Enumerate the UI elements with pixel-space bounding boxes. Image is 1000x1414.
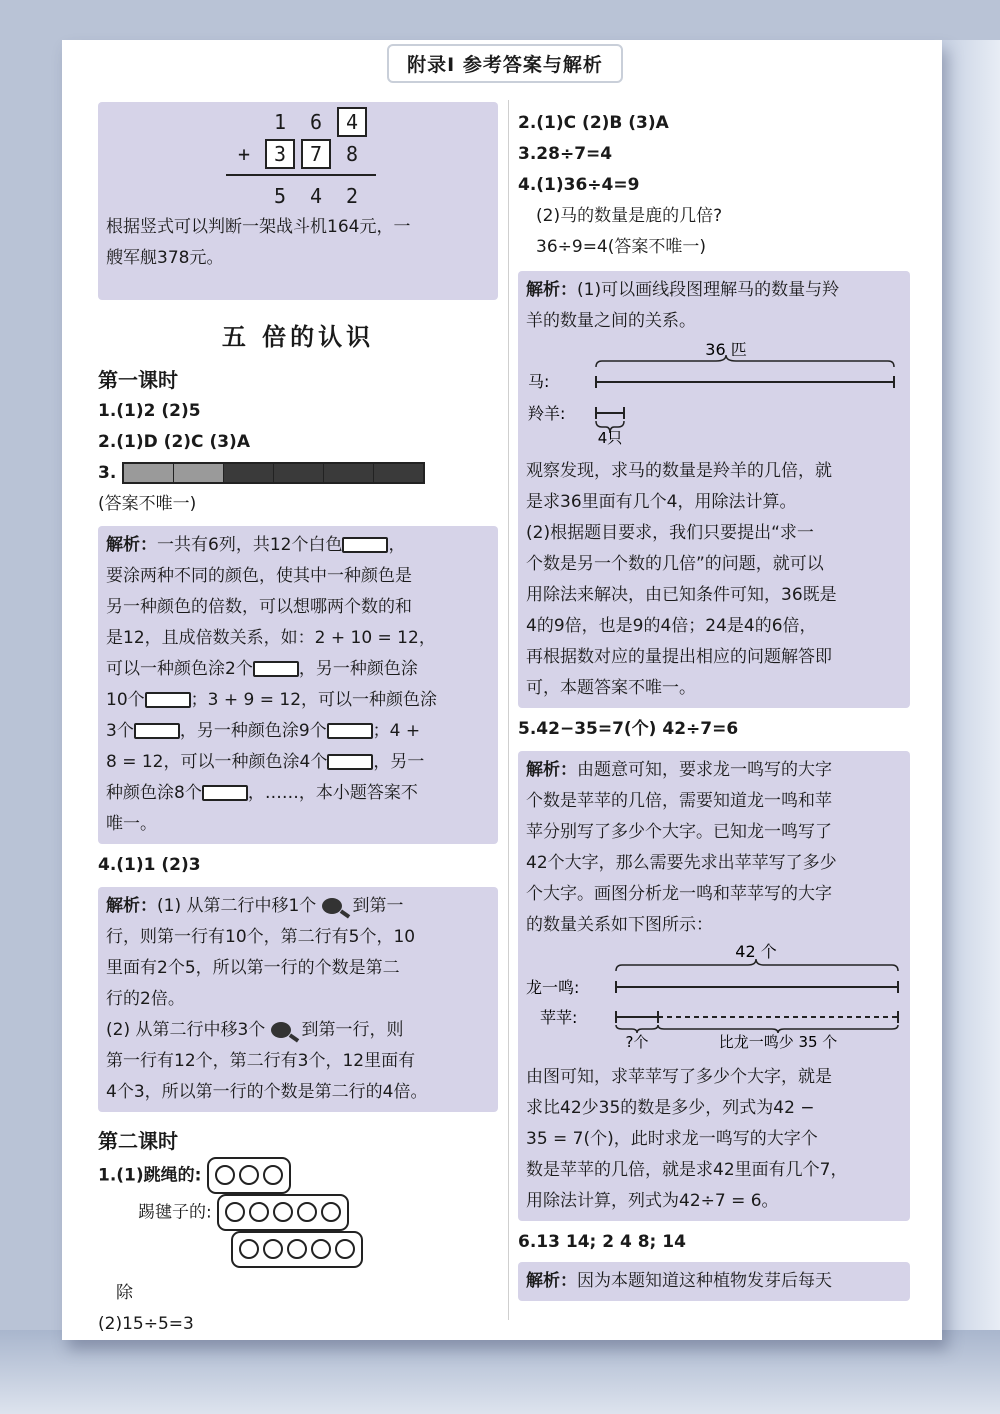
answer-row — [98, 1157, 498, 1194]
color-bar — [122, 462, 425, 484]
text-line: (2)根据题目要求，我们只要提出“求一 — [526, 523, 814, 543]
text-line: 8 = 12，可以一种颜色涂4个 — [106, 752, 328, 772]
ping-pong-paddle-icon — [322, 898, 342, 914]
header-title: 附录Ⅰ 参考答案与解析 — [387, 44, 623, 83]
sum-row — [226, 180, 490, 212]
circle-group — [231, 1231, 363, 1268]
rectangle-icon — [134, 723, 180, 739]
answer-note: (答案不唯一) — [98, 494, 197, 514]
question-text: 踢毽子的: — [138, 1202, 212, 1223]
rectangle-icon — [202, 785, 248, 801]
text-line: 4的9倍，也是9的4倍；24是4的6倍， — [526, 616, 817, 636]
rectangle-icon — [342, 537, 388, 553]
circle-group — [217, 1194, 349, 1231]
text-line: 观察发现，求马的数量是羚羊的几倍，就 — [526, 461, 832, 481]
text-line: (1) 从第二行中移1个 — [157, 896, 317, 916]
answer-q2: 2.(1)D (2)C (3)A — [98, 432, 250, 452]
text-line: 第一行有12个，第二行有3个，12里面有 — [106, 1051, 416, 1071]
text-line: 10个 — [106, 690, 145, 710]
text-line: 再根据数对应的量提出相应的问题解答即 — [526, 647, 832, 667]
text-line: 是12，且成倍数关系，如：2 + 10 = 12， — [106, 628, 436, 648]
text-line: 羊的数量之间的关系。 — [526, 311, 696, 331]
diagram-label: 羚羊: — [528, 404, 566, 423]
answer-q5: 5.42−35=7(个) 42÷7=6 — [518, 719, 739, 739]
line-segment-diagram — [526, 337, 902, 445]
text-line: 到第一行，则 — [301, 1020, 404, 1040]
vertical-calc-box — [98, 102, 498, 300]
circle-group — [207, 1157, 291, 1194]
lesson-title: 第二课时 — [98, 1129, 178, 1153]
text-line: ；3 + 9 = 12，可以一种颜色涂 — [190, 690, 438, 710]
text-line: 种颜色涂8个 — [106, 783, 202, 803]
digit: 1 — [273, 109, 287, 134]
text-line: ，另一种颜色涂 — [298, 659, 418, 679]
explanation-box: 解析：一共有6列，共12个白色 ， 要涂两种不同的颜色，使其中一种颜色是 另一种颜色的倍数，可以想哪两个数的和 是12，且成倍数关系，如：2 + 10 = 12， 可以一种颜色涂2个 ，另一种颜色涂 10个 ；3 + 9 = 12，可以一种颜色涂 3个 ，另一种颜色涂9个 ；4 + 8 = 12，可以一种颜色涂4个 ，另一 种颜色涂8个 ，……，本小题答案不 唯一。 — [98, 526, 498, 844]
blank-digit: 7 — [298, 139, 334, 170]
text-line: (1)可以画线段图理解马的数量与羚 — [577, 280, 840, 300]
digit: 2 — [345, 183, 359, 208]
text-line: 4个3，所以第一行的个数是第二行的4倍。 — [106, 1082, 428, 1102]
explanation-label: 解析： — [106, 535, 157, 555]
answer-q1: 1.(1)2 (2)5 — [98, 401, 201, 421]
text-line: 要涂两种不同的颜色，使其中一种颜色是 — [106, 566, 412, 586]
diagram-label: 龙一鸣: — [526, 978, 580, 997]
text-line: 到第一 — [352, 896, 404, 916]
bar-cell — [274, 464, 324, 482]
addend-row-2 — [226, 138, 490, 170]
answer-q4: 4.(1)1 (2)3 — [98, 855, 201, 875]
addend-row-1 — [226, 106, 490, 138]
explanation-box — [518, 271, 910, 708]
digit: 8 — [345, 141, 359, 166]
digit: 6 — [309, 109, 323, 134]
text-line: 里面有2个5，所以第一行的个数是第二 — [106, 958, 400, 978]
answer-q4: 4.(1)36÷4=9 — [518, 175, 640, 195]
text-line: 求比42少35的数是多少，列式为42 − — [526, 1098, 815, 1118]
text-line: 由题意可知，要求龙一鸣写的大字 — [577, 760, 832, 780]
answer-row — [98, 1194, 498, 1231]
text-line: 一共有6列，共12个白色 — [157, 535, 343, 555]
page-edge-right — [940, 40, 1000, 1360]
line-segment-diagram — [526, 941, 902, 1051]
explanation-label: 解析： — [526, 1271, 577, 1291]
page-header — [360, 44, 650, 78]
question-number: 3. — [98, 463, 117, 483]
question-text: 1.(1)跳绳的: — [98, 1165, 202, 1186]
bar-cell — [374, 464, 423, 482]
text-line: 是求36里面有几个4，用除法计算。 — [526, 492, 797, 512]
rectangle-icon — [327, 723, 373, 739]
diagram-label: 42 个 — [735, 942, 777, 961]
text-line: 3个 — [106, 721, 134, 741]
explanation-label: 解析： — [106, 896, 157, 916]
plus-sign: + — [237, 141, 251, 166]
explanation-label: 解析： — [526, 760, 577, 780]
text-line: 个数是另一个数的几倍”的问题，就可以 — [526, 554, 824, 574]
column-divider — [508, 100, 509, 1320]
bar-cell — [124, 464, 174, 482]
text-line: 用除法计算，列式为42÷7 = 6。 — [526, 1191, 779, 1211]
digit: 5 — [273, 183, 287, 208]
digit: 4 — [309, 183, 323, 208]
explanation-label: 解析： — [526, 280, 577, 300]
text-line: 的数量关系如下图所示： — [526, 915, 713, 935]
text-line: 可以一种颜色涂2个 — [106, 659, 253, 679]
text-line: (2)15÷5=3 — [98, 1314, 194, 1334]
text-line: 行的2倍。 — [106, 989, 185, 1009]
page-edge-bottom — [0, 1330, 1000, 1414]
answer-q6: 6.13 14; 2 4 8; 14 — [518, 1232, 686, 1252]
answer-row — [98, 1231, 498, 1268]
text-line: 个大字。画图分析龙一鸣和苹苹写的大字 — [526, 884, 832, 904]
text-line: ；4 + — [372, 721, 421, 741]
text-line: 除 — [116, 1283, 133, 1303]
rectangle-icon — [327, 754, 373, 770]
text-line: 35 = 7(个)，此时求龙一鸣写的大字个 — [526, 1129, 818, 1149]
right-column — [518, 108, 910, 1301]
text-line: 根据竖式可以判断一架战斗机164元，一 — [106, 217, 411, 237]
bar-cell — [224, 464, 274, 482]
blank-digit: 4 — [334, 107, 370, 138]
left-column — [98, 102, 498, 1340]
text-line: 可，本题答案不唯一。 — [526, 678, 696, 698]
text-line: 另一种颜色的倍数，可以想哪两个数的和 — [106, 597, 412, 617]
diagram-label: 36 匹 — [705, 340, 747, 359]
explanation-box — [98, 887, 498, 1112]
text-line: 数是苹苹的几倍，就是求42里面有几个7， — [526, 1160, 848, 1180]
bar-cell — [324, 464, 374, 482]
text-line: ，另一种颜色涂9个 — [179, 721, 327, 741]
diagram-label: 苹苹: — [540, 1008, 578, 1027]
text-line: ，另一 — [373, 752, 425, 772]
diagram-label: ?个 — [625, 1033, 649, 1051]
answer-q2: 2.(1)C (2)B (3)A — [518, 113, 669, 133]
sum-line — [226, 174, 376, 176]
text-line: 因为本题知道这种植物发芽后每天 — [577, 1271, 832, 1291]
explanation-box — [518, 1262, 910, 1301]
text-line: 苹分别写了多少个大字。已知龙一鸣写了 — [526, 822, 832, 842]
blank-digit: 3 — [262, 139, 298, 170]
text-line: 42个大字，那么需要先求出苹苹写了多少 — [526, 853, 837, 873]
text-line: 36÷9=4(答案不唯一) — [536, 237, 707, 257]
rectangle-icon — [145, 692, 191, 708]
text-line: ，……，本小题答案不 — [247, 783, 418, 803]
diagram-label: 比龙一鸣少 35 个 — [718, 1033, 838, 1051]
text-line: 唯一。 — [106, 814, 157, 834]
diagram-label: 马: — [528, 372, 550, 391]
text-line: 由图可知，求苹苹写了多少个大字，就是 — [526, 1067, 832, 1087]
lesson-title: 第一课时 — [98, 368, 178, 392]
text-line: (2)马的数量是鹿的几倍? — [536, 206, 723, 226]
vertical-addition — [106, 106, 490, 212]
rectangle-icon — [253, 661, 299, 677]
answer-q3: 3.28÷7=4 — [518, 144, 613, 164]
ping-pong-paddle-icon — [271, 1022, 291, 1038]
text-line: 用除法来解决，由已知条件可知，36既是 — [526, 585, 837, 605]
text-line: 个数是苹苹的几倍，需要知道龙一鸣和苹 — [526, 791, 832, 811]
bar-cell — [174, 464, 224, 482]
answer-q3 — [98, 458, 498, 489]
diagram-label: 4只 — [597, 429, 623, 445]
section-title: 五 倍的认识 — [221, 323, 375, 351]
explanation-box — [518, 751, 910, 1221]
text-line: 艘军舰378元。 — [106, 248, 224, 268]
text-line: 行，则第一行有10个，第二行有5个，10 — [106, 927, 416, 947]
text-line: (2) 从第二行中移3个 — [106, 1020, 266, 1040]
